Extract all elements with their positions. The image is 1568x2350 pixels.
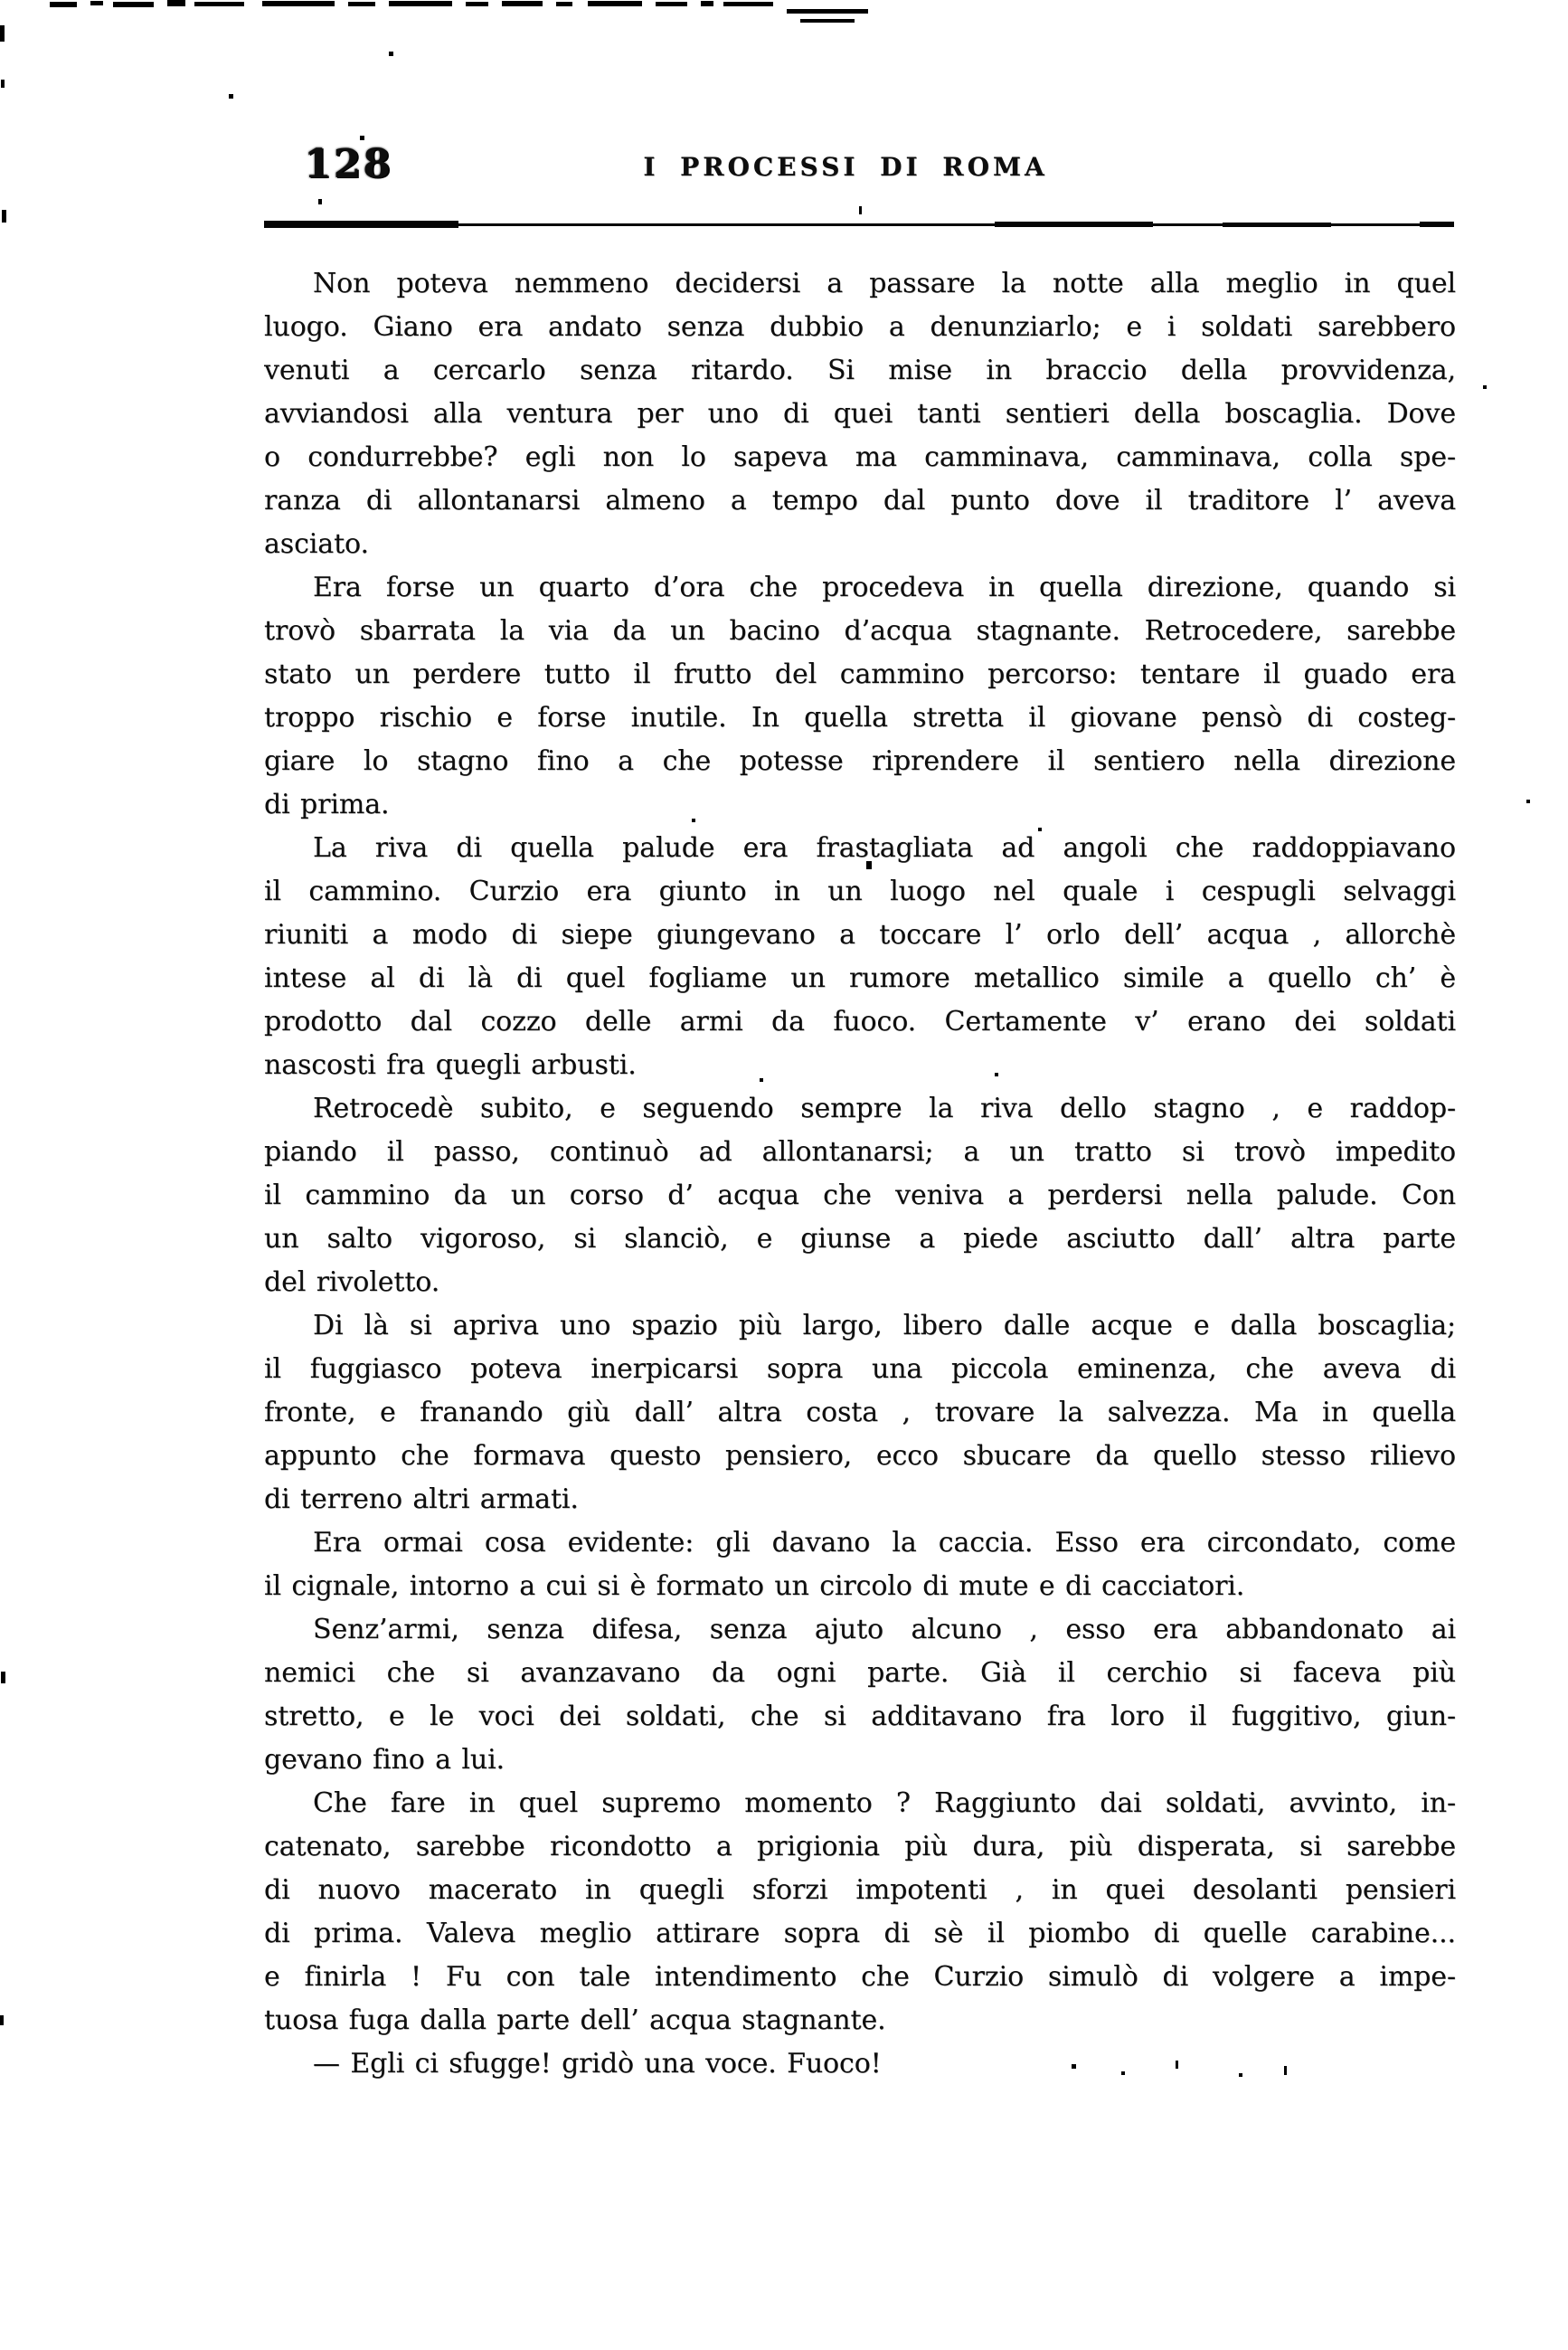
paragraph xyxy=(264,1521,1456,1608)
text-line: nemici che si avanzavano da ogni parte. Già il cerchio si faceva più xyxy=(264,1657,1456,1689)
text-line: il cammino. Curzio era giunto in un luogo nel quale i cespugli selvaggi xyxy=(264,876,1456,907)
text-line: Non poteva nemmeno decidersi a passare la notte alla meglio in quel xyxy=(313,268,1456,299)
text-line: di terreno altri armati. xyxy=(264,1483,579,1515)
text-line: piando il passo, continuò ad allontanarsi; a un tratto si trovò impedito xyxy=(264,1136,1456,1168)
text-line: di nuovo macerato in quegli sforzi impotenti , in quei desolanti pensieri xyxy=(264,1874,1456,1906)
text-line: Retrocedè subito, e seguendo sempre la riva dello stagno , e raddop- xyxy=(313,1093,1456,1124)
text-line: stato un perdere tutto il frutto del cammino percorso: tentare il guado era xyxy=(264,659,1456,690)
text-line: Di là si apriva uno spazio più largo, libero dalle acque e dalla boscaglia; xyxy=(313,1310,1456,1341)
text-line: Senz’armi, senza difesa, senza ajuto alcuno , esso era abbandonato ai xyxy=(313,1614,1456,1645)
text-line: il cignale, intorno a cui si è formato un circolo di mute e di cacciatori. xyxy=(264,1570,1245,1602)
text-line: Che fare in quel supremo momento ? Raggiunto dai soldati, avvinto, in- xyxy=(313,1787,1456,1819)
text-line: — Egli ci sfugge! gridò una voce. Fuoco! xyxy=(313,2048,882,2080)
text-line: luogo. Giano era andato senza dubbio a denunziarlo; e i soldati sarebbero xyxy=(264,311,1456,343)
text-line: di prima. Valeva meglio attirare sopra di sè il piombo di quelle carabine... xyxy=(264,1918,1456,1949)
paragraph xyxy=(264,1087,1456,1304)
text-line: giare lo stagno fino a che potesse riprendere il sentiero nella direzione xyxy=(264,745,1456,777)
text-line: nascosti fra quegli arbusti. xyxy=(264,1049,637,1081)
text-line: troppo rischio e forse inutile. In quella stretta il giovane pensò di costeg- xyxy=(264,702,1456,734)
text-line: La riva di quella palude era frastagliata ad angoli che raddoppiavano xyxy=(313,832,1456,864)
text-line: o condurrebbe? egli non lo sapeva ma camminava, camminava, colla spe- xyxy=(264,441,1456,473)
text-line: fronte, e franando giù dall’ altra costa , trovare la salvezza. Ma in quella xyxy=(264,1397,1456,1428)
text-line: ranza di allontanarsi almeno a tempo dal punto dove il traditore l’ aveva xyxy=(264,485,1456,516)
body-text xyxy=(264,262,1456,2086)
text-line: venuti a cercarlo senza ritardo. Si mise in braccio della provvidenza, xyxy=(264,355,1456,386)
text-line: Era ormai cosa evidente: gli davano la caccia. Esso era circondato, come xyxy=(313,1527,1456,1559)
text-line: tuosa fuga dalla parte dell’ acqua stagnante. xyxy=(264,2004,886,2036)
page-number: 128 xyxy=(304,141,392,187)
paragraph xyxy=(264,2042,1456,2086)
running-header: I PROCESSI DI ROMA xyxy=(643,152,1048,182)
text-line: intese al di là di quel fogliame un rumore metallico simile a quello ch’ è xyxy=(264,962,1456,994)
paragraph xyxy=(264,1304,1456,1521)
text-line: il cammino da un corso d’ acqua che veniva a perdersi nella palude. Con xyxy=(264,1180,1456,1211)
text-line: gevano fino a lui. xyxy=(264,1744,505,1776)
text-line: trovò sbarrata la via da un bacino d’acqua stagnante. Retrocedere, sarebbe xyxy=(264,615,1456,647)
paragraph xyxy=(264,827,1456,1087)
text-line: asciato. xyxy=(264,528,369,560)
text-line: avviandosi alla ventura per uno di quei tanti sentieri della boscaglia. Dove xyxy=(264,398,1456,430)
header-rule-blotch xyxy=(1420,222,1454,227)
paragraph xyxy=(264,262,1456,566)
text-line: il fuggiasco poteva inerpicarsi sopra una piccola eminenza, che aveva di xyxy=(264,1353,1456,1385)
header-rule-blotch xyxy=(995,222,1153,227)
text-line: riuniti a modo di siepe giungevano a toccare l’ orlo dell’ acqua , allorchè xyxy=(264,919,1456,951)
text-line: del rivoletto. xyxy=(264,1266,440,1298)
text-line: un salto vigoroso, si slanciò, e giunse a piede asciutto dall’ altra parte xyxy=(264,1223,1456,1255)
paragraph xyxy=(264,1608,1456,1782)
paragraph xyxy=(264,1782,1456,2042)
header-rule-blotch xyxy=(264,221,458,228)
text-line: stretto, e le voci dei soldati, che si additavano fra loro il fuggitivo, giun- xyxy=(264,1701,1456,1732)
paragraph xyxy=(264,566,1456,827)
text-line: di prima. xyxy=(264,789,390,820)
text-line: Era forse un quarto d’ora che procedeva in quella direzione, quando si xyxy=(313,572,1456,603)
text-line: appunto che formava questo pensiero, ecco sbucare da quello stesso rilievo xyxy=(264,1440,1456,1472)
text-line: catenato, sarebbe ricondotto a prigionia più dura, più disperata, si sarebbe xyxy=(264,1831,1456,1862)
header-rule-blotch xyxy=(1223,223,1331,227)
text-line: prodotto dal cozzo delle armi da fuoco. Certamente v’ erano dei soldati xyxy=(264,1006,1456,1038)
text-line: e finirla ! Fu con tale intendimento che Curzio simulò di volgere a impe- xyxy=(264,1961,1456,1993)
